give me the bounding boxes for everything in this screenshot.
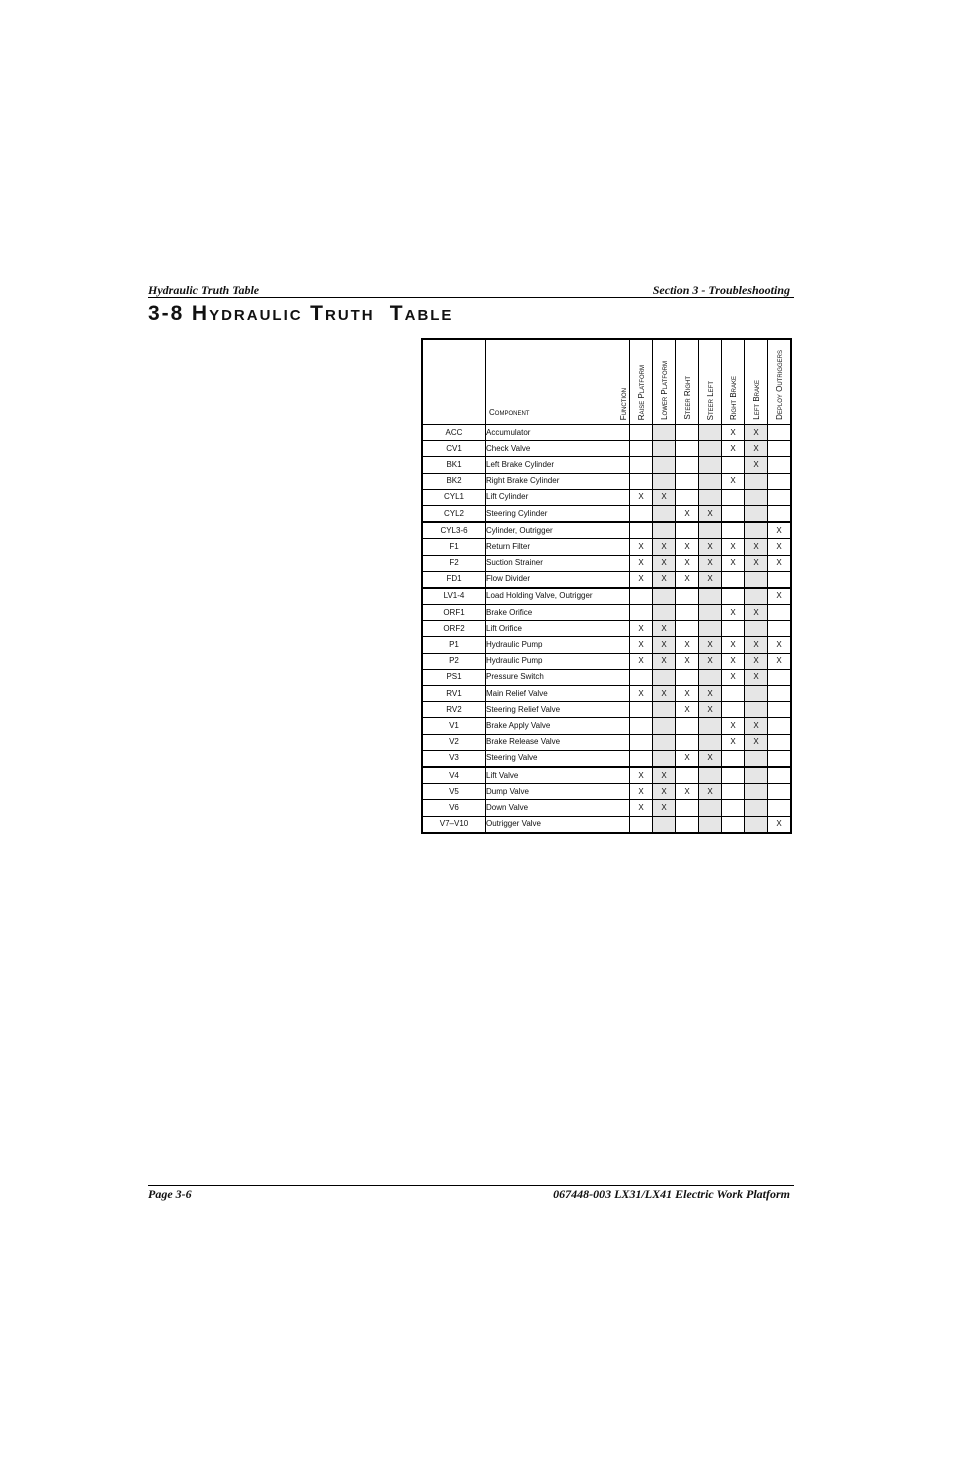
function-mark: X [745, 425, 768, 441]
function-mark [630, 457, 653, 473]
function-mark: X [745, 718, 768, 734]
component-name: Pressure Switch [486, 669, 630, 685]
component-code: V1 [422, 718, 486, 734]
document-id: 067448-003 LX31/LX41 Electric Work Platform [553, 1187, 790, 1201]
function-mark: X [699, 784, 722, 800]
function-mark [768, 686, 792, 702]
function-mark: X [699, 505, 722, 522]
function-mark [722, 522, 745, 539]
function-mark [630, 473, 653, 489]
function-mark: X [653, 489, 676, 505]
title-word3-initial: T [389, 302, 405, 325]
function-mark [699, 669, 722, 685]
component-header-label: Component [489, 408, 530, 417]
function-mark [630, 588, 653, 605]
function-mark [722, 505, 745, 522]
function-mark [699, 489, 722, 505]
function-mark [745, 621, 768, 637]
function-mark [699, 816, 722, 833]
table-row [422, 686, 791, 702]
function-mark [699, 588, 722, 605]
function-mark: X [768, 816, 792, 833]
function-mark [676, 441, 699, 457]
function-mark [722, 750, 745, 767]
function-mark: X [745, 637, 768, 653]
function-mark [653, 702, 676, 718]
function-mark [745, 800, 768, 816]
function-mark [676, 425, 699, 441]
function-mark [676, 734, 699, 750]
function-mark: X [630, 784, 653, 800]
function-mark [676, 669, 699, 685]
function-mark [768, 473, 792, 489]
function-mark: X [653, 784, 676, 800]
title-word2-rest: RUTH [324, 307, 375, 324]
function-mark: X [745, 734, 768, 750]
function-mark [768, 734, 792, 750]
component-name: Lift Cylinder [486, 489, 630, 505]
function-mark [630, 441, 653, 457]
function-mark [699, 718, 722, 734]
component-name: Cylinder, Outrigger [486, 522, 630, 539]
component-code: LV1-4 [422, 588, 486, 605]
function-mark: X [699, 555, 722, 571]
table-row [422, 784, 791, 800]
function-mark: X [722, 653, 745, 669]
function-mark [653, 605, 676, 621]
function-mark: X [768, 653, 792, 669]
component-code: RV2 [422, 702, 486, 718]
component-name: Steering Cylinder [486, 505, 630, 522]
function-mark: X [768, 588, 792, 605]
function-mark [745, 489, 768, 505]
function-mark: X [630, 571, 653, 588]
component-name: Steering Valve [486, 750, 630, 767]
table-header-row [422, 339, 791, 425]
function-mark [676, 816, 699, 833]
component-code: V4 [422, 767, 486, 784]
table-row [422, 621, 791, 637]
function-mark [653, 669, 676, 685]
component-code: RV1 [422, 686, 486, 702]
function-mark [676, 605, 699, 621]
function-mark [676, 800, 699, 816]
function-mark [722, 621, 745, 637]
function-mark: X [745, 539, 768, 555]
function-mark [768, 605, 792, 621]
component-name: Main Relief Valve [486, 686, 630, 702]
title-word1-rest: YDRAULIC [209, 307, 303, 324]
page-number: Page 3-6 [148, 1187, 192, 1201]
component-name: Accumulator [486, 425, 630, 441]
function-mark: X [653, 637, 676, 653]
function-mark [630, 750, 653, 767]
function-mark: X [653, 800, 676, 816]
function-mark: X [653, 653, 676, 669]
component-code: P1 [422, 637, 486, 653]
function-mark [722, 816, 745, 833]
function-mark [722, 686, 745, 702]
code-column-header [422, 339, 486, 425]
component-name: Left Brake Cylinder [486, 457, 630, 473]
function-mark [722, 767, 745, 784]
function-mark: X [699, 637, 722, 653]
function-mark: X [745, 441, 768, 457]
function-mark: X [630, 489, 653, 505]
function-mark [768, 800, 792, 816]
function-mark: X [768, 637, 792, 653]
function-header-left-brake: Left Brake [745, 339, 768, 425]
running-header-left: Hydraulic Truth Table [148, 283, 260, 297]
function-mark: X [699, 686, 722, 702]
function-mark [699, 441, 722, 457]
function-mark: X [653, 686, 676, 702]
function-mark [699, 425, 722, 441]
function-mark: X [722, 425, 745, 441]
function-mark: X [699, 571, 722, 588]
function-mark [768, 505, 792, 522]
function-mark: X [676, 539, 699, 555]
function-mark [630, 425, 653, 441]
function-mark [768, 784, 792, 800]
function-mark [745, 816, 768, 833]
function-mark [630, 816, 653, 833]
function-mark [722, 571, 745, 588]
function-header-steer-right: Steer Right [676, 339, 699, 425]
function-mark: X [745, 457, 768, 473]
function-mark [768, 702, 792, 718]
function-mark [676, 588, 699, 605]
page-title [148, 302, 453, 326]
function-mark: X [653, 539, 676, 555]
function-mark: X [699, 539, 722, 555]
function-mark [699, 457, 722, 473]
table-row [422, 800, 791, 816]
function-mark [699, 734, 722, 750]
function-mark: X [722, 441, 745, 457]
function-mark [653, 505, 676, 522]
table-row [422, 473, 791, 489]
component-code: FD1 [422, 571, 486, 588]
component-code: CYL1 [422, 489, 486, 505]
table-row [422, 457, 791, 473]
function-mark: X [745, 605, 768, 621]
function-mark [745, 505, 768, 522]
table-body [422, 425, 791, 833]
function-mark: X [722, 555, 745, 571]
function-mark: X [722, 734, 745, 750]
component-column-header [486, 339, 630, 425]
function-mark: X [722, 473, 745, 489]
function-mark [745, 588, 768, 605]
function-mark: X [768, 555, 792, 571]
component-name: Right Brake Cylinder [486, 473, 630, 489]
function-mark: X [722, 605, 745, 621]
function-mark [630, 718, 653, 734]
header-rule [148, 297, 794, 298]
function-mark: X [676, 653, 699, 669]
function-header-raise-platform: Raise Platform [630, 339, 653, 425]
function-mark: X [676, 637, 699, 653]
function-mark [768, 441, 792, 457]
function-mark [676, 489, 699, 505]
footer-rule [148, 1185, 794, 1186]
table-row [422, 571, 791, 588]
function-mark: X [653, 571, 676, 588]
function-mark: X [722, 637, 745, 653]
component-code: V7–V10 [422, 816, 486, 833]
component-code: V6 [422, 800, 486, 816]
function-mark [676, 718, 699, 734]
function-mark: X [745, 555, 768, 571]
function-mark [745, 702, 768, 718]
table-row [422, 734, 791, 750]
table-row [422, 505, 791, 522]
function-mark [722, 457, 745, 473]
function-mark [699, 605, 722, 621]
function-mark [745, 784, 768, 800]
function-mark: X [630, 653, 653, 669]
function-mark [745, 473, 768, 489]
component-code: ACC [422, 425, 486, 441]
function-mark: X [676, 702, 699, 718]
function-mark [768, 669, 792, 685]
component-name: Lift Orifice [486, 621, 630, 637]
title-number: 3-8 [148, 302, 185, 325]
function-mark: X [768, 522, 792, 539]
table-row [422, 702, 791, 718]
component-name: Brake Apply Valve [486, 718, 630, 734]
function-mark: X [676, 571, 699, 588]
component-name: Return Filter [486, 539, 630, 555]
function-mark [653, 441, 676, 457]
function-mark [653, 750, 676, 767]
function-mark [630, 669, 653, 685]
function-mark [745, 750, 768, 767]
function-mark: X [722, 718, 745, 734]
function-mark: X [745, 669, 768, 685]
function-mark: X [676, 686, 699, 702]
table-row [422, 489, 791, 505]
function-mark [745, 571, 768, 588]
title-word2-initial: T [310, 302, 325, 325]
component-code: F2 [422, 555, 486, 571]
function-mark: X [630, 637, 653, 653]
function-mark [768, 621, 792, 637]
function-mark [699, 473, 722, 489]
function-mark [768, 571, 792, 588]
component-name: Load Holding Valve, Outrigger [486, 588, 630, 605]
title-word1-initial: H [191, 302, 210, 325]
table-row [422, 653, 791, 669]
component-name: Dump Valve [486, 784, 630, 800]
component-name: Down Valve [486, 800, 630, 816]
component-code: PS1 [422, 669, 486, 685]
function-mark [676, 473, 699, 489]
function-mark [768, 718, 792, 734]
function-mark: X [630, 539, 653, 555]
running-header-right: Section 3 - Troubleshooting [652, 283, 790, 297]
component-code: P2 [422, 653, 486, 669]
component-name: Brake Orifice [486, 605, 630, 621]
function-mark: X [630, 621, 653, 637]
component-code: V2 [422, 734, 486, 750]
function-mark [768, 457, 792, 473]
function-mark [653, 522, 676, 539]
table-row [422, 750, 791, 767]
function-mark [630, 734, 653, 750]
function-mark [745, 522, 768, 539]
function-mark [699, 767, 722, 784]
table-row [422, 767, 791, 784]
function-mark [722, 702, 745, 718]
function-mark [745, 767, 768, 784]
function-mark: X [630, 686, 653, 702]
table-row [422, 588, 791, 605]
component-name: Hydraulic Pump [486, 653, 630, 669]
function-mark: X [768, 539, 792, 555]
function-mark: X [699, 653, 722, 669]
function-mark [722, 800, 745, 816]
title-word3-rest: ABLE [404, 307, 454, 324]
component-code: V5 [422, 784, 486, 800]
function-mark [630, 605, 653, 621]
function-mark [630, 702, 653, 718]
table-row [422, 605, 791, 621]
function-mark: X [676, 555, 699, 571]
table-row [422, 441, 791, 457]
function-mark: X [653, 767, 676, 784]
table-row [422, 555, 791, 571]
function-mark [653, 588, 676, 605]
function-mark [653, 425, 676, 441]
function-mark [699, 800, 722, 816]
function-mark [768, 425, 792, 441]
component-code: CV1 [422, 441, 486, 457]
function-header-deploy-outriggers: Deploy Outriggers [768, 339, 792, 425]
component-code: BK1 [422, 457, 486, 473]
function-mark: X [699, 750, 722, 767]
function-mark [676, 522, 699, 539]
component-code: F1 [422, 539, 486, 555]
component-name: Steering Relief Valve [486, 702, 630, 718]
table-row [422, 669, 791, 685]
function-mark: X [630, 800, 653, 816]
function-header-steer-left: Steer Left [699, 339, 722, 425]
function-mark: X [653, 555, 676, 571]
function-mark: X [676, 750, 699, 767]
component-name: Lift Valve [486, 767, 630, 784]
function-mark [722, 489, 745, 505]
function-mark [745, 686, 768, 702]
component-code: V3 [422, 750, 486, 767]
table-row [422, 522, 791, 539]
table-row [422, 425, 791, 441]
hydraulic-truth-table [421, 338, 792, 834]
function-mark [676, 457, 699, 473]
function-mark [699, 522, 722, 539]
function-mark [722, 784, 745, 800]
function-mark: X [630, 767, 653, 784]
function-mark [768, 750, 792, 767]
function-mark [676, 767, 699, 784]
component-name: Outrigger Valve [486, 816, 630, 833]
function-mark: X [699, 702, 722, 718]
function-mark: X [676, 505, 699, 522]
function-mark [768, 767, 792, 784]
function-mark [653, 473, 676, 489]
function-mark [630, 522, 653, 539]
table-row [422, 637, 791, 653]
component-name: Brake Release Valve [486, 734, 630, 750]
component-code: CYL3-6 [422, 522, 486, 539]
function-header-lower-platform: Lower Platform [653, 339, 676, 425]
table-row [422, 718, 791, 734]
function-mark: X [745, 653, 768, 669]
function-mark [722, 588, 745, 605]
component-code: ORF2 [422, 621, 486, 637]
function-mark [768, 489, 792, 505]
function-mark: X [630, 555, 653, 571]
function-header-label: Function [619, 387, 628, 420]
component-code: BK2 [422, 473, 486, 489]
function-mark [653, 718, 676, 734]
component-name: Suction Strainer [486, 555, 630, 571]
function-mark [653, 816, 676, 833]
component-name: Flow Divider [486, 571, 630, 588]
function-mark: X [653, 621, 676, 637]
table-row [422, 539, 791, 555]
function-mark: X [676, 784, 699, 800]
table-row [422, 816, 791, 833]
function-mark [653, 734, 676, 750]
function-mark [676, 621, 699, 637]
function-mark [630, 505, 653, 522]
component-name: Hydraulic Pump [486, 637, 630, 653]
function-mark: X [722, 669, 745, 685]
component-code: ORF1 [422, 605, 486, 621]
function-mark: X [722, 539, 745, 555]
function-header-right-brake: Right Brake [722, 339, 745, 425]
component-name: Check Valve [486, 441, 630, 457]
function-mark [699, 621, 722, 637]
component-code: CYL2 [422, 505, 486, 522]
function-mark [653, 457, 676, 473]
